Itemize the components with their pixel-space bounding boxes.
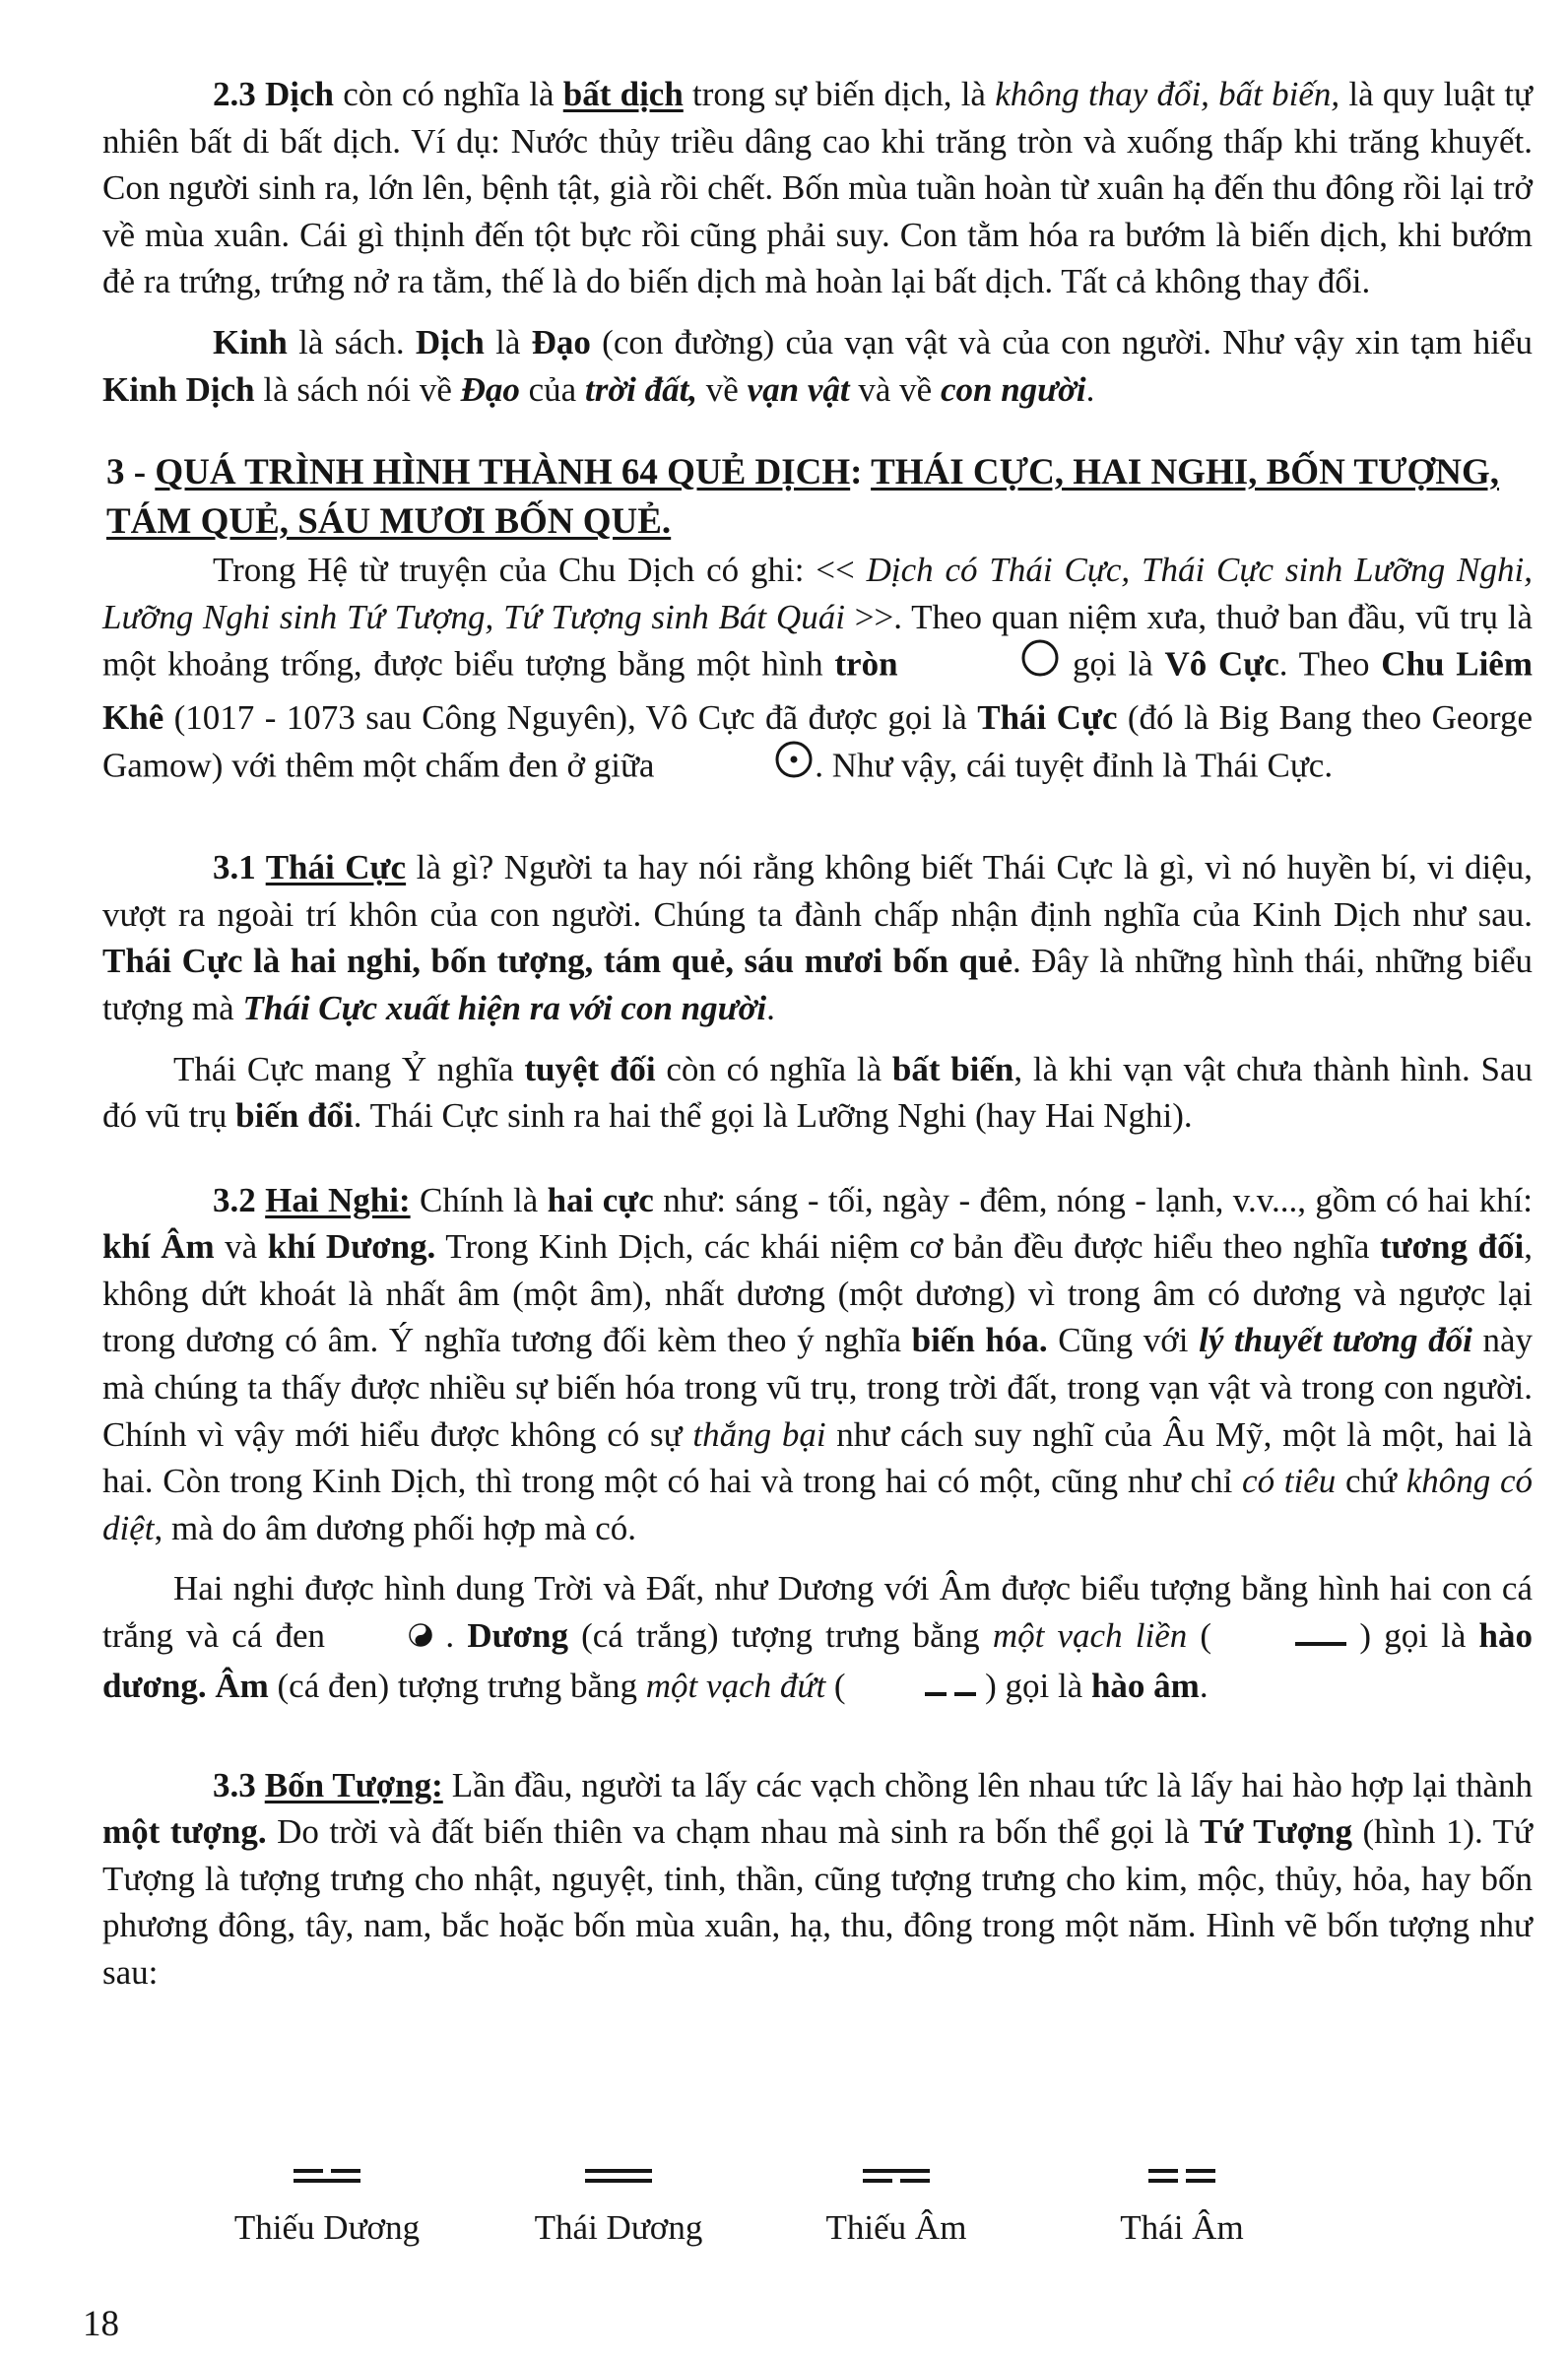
- section-heading: 3 - QUÁ TRÌNH HÌNH THÀNH 64 QUẺ DỊCH: THÁI CỰC, HAI NGHI, BỐN TƯỢNG, TÁM QUẺ, SÁU MƯƠI BỐN QUẺ.: [106, 452, 1500, 543]
- subsection-title-bon-tuong: Bốn Tượng:: [264, 1765, 443, 1804]
- figure-caption: Thiếu Âm: [825, 2208, 967, 2247]
- thai-duong-symbol-icon: [581, 2165, 656, 2187]
- paragraph-intro: Trong Hệ từ truyện của Chu Dịch có ghi: << Dịch có Thái Cực, Thái Cực sinh Lưỡng Nghi, Lưỡng Nghi sinh Tứ Tượng, Tứ Tượng sinh Bát Quái >>. Theo quan niệm xưa, thuở ban đầu, vũ trụ là một khoảng trống, được biểu tượng bằng một hình tròn gọi là Vô Cực. Theo Chu Liêm Khê (1017 - 1073 sau Công Nguyên), Vô Cực đã được gọi là Thái Cực (đó là Big Bang theo George Gamow) với thêm một chấm đen ở giữa . Như vậy, cái tuyệt đỉnh là Thái Cực.: [102, 547, 1533, 795]
- figure-thieu-duong: [219, 2165, 435, 2248]
- thieu-duong-symbol-icon: [290, 2165, 364, 2187]
- dotted-circle-icon: [663, 739, 815, 793]
- section-label: 2.3 Dịch: [213, 75, 334, 113]
- page-number: 18: [83, 2304, 119, 2344]
- subsection-title-hai-nghi: Hai Nghi:: [265, 1180, 411, 1219]
- paragraph-3-1b: Thái Cực mang Ỷ nghĩa tuyệt đối còn có nghĩa là bất biến, là khi vạn vật chưa thành hình. Sau đó vũ trụ biến đổi. Thái Cực sinh ra hai thể gọi là Lưỡng Nghi (hay Hai Nghi).: [102, 1049, 1534, 1136]
- broken-line-icon: [854, 1666, 976, 1713]
- figure-caption: Thiếu Dương: [233, 2208, 421, 2247]
- paragraph-2-3: 2.3 Dịch còn có nghĩa là bất dịch trong sự biến dịch, là không thay đổi, bất biến, là quy luật tự nhiên bất di bất dịch. Ví dụ: Nước thủy triều dâng cao khi trăng tròn và xuống thấp khi trăng khuyết. Con người sinh ra, lớn lên, bệnh tật, già rồi chết. Bốn mùa tuần hoàn từ xuân hạ đến thu đông rồi lại trở về mùa xuân. Cái gì thịnh đến tột bực rồi cũng phải suy. Con tằm hóa ra bướm là biến dịch, khi bướm đẻ ra trứng, trứng nở ra tằm, thế là do biến dịch mà hoàn lại bất dịch. Tất cả không thay đổi.: [102, 75, 1534, 301]
- subsection-title-thai-cuc: Thái Cực: [265, 848, 407, 887]
- solid-line-icon: [1224, 1615, 1346, 1663]
- empty-circle-icon: [909, 637, 1061, 691]
- thai-am-symbol-icon: [1144, 2165, 1219, 2187]
- paragraph-3-1: 3.1 Thái Cực là gì? Người ta hay nói rằng không biết Thái Cực là gì, vì nó huyền bí, vi diệu, vượt ra ngoài trí khôn của con người. Chúng ta đành chấp nhận định nghĩa của Kinh Dịch như sau. Thái Cực là hai nghi, bốn tượng, tám quẻ, sáu mươi bốn quẻ. Đây là những hình thái, những biểu tượng mà Thái Cực xuất hiện ra với con người.: [102, 848, 1533, 1027]
- figure-thai-duong: [510, 2165, 727, 2248]
- paragraph-kinh-dich: Kinh là sách. Dịch là Đạo (con đường) của vạn vật và của con người. Như vậy xin tạm hiểu Kinh Dịch là sách nói về Đạo của trời đất, về vạn vật và về con người.: [102, 322, 1534, 409]
- thieu-am-symbol-icon: [859, 2165, 934, 2187]
- figure-caption: Thái Dương: [534, 2208, 703, 2247]
- figure-caption: Thái Âm: [1120, 2208, 1244, 2247]
- figure-thieu-am: [788, 2165, 1005, 2248]
- term-bat-dich: bất dịch: [562, 75, 684, 113]
- paragraph-3-2: 3.2 Hai Nghi: Chính là hai cực như: sáng - tối, ngày - đêm, nóng - lạnh, v.v..., gồm có hai khí: khí Âm và khí Dương. Trong Kinh Dịch, các khái niệm cơ bản đều được hiểu theo nghĩa tương đối, không dứt khoát là nhất âm (một âm), nhất dương (một dương) vì trong âm có dương và ngược lại trong dương có âm. Ý nghĩa tương đối kèm theo ý nghĩa biến hóa. Cũng với lý thuyết tương đối này mà chúng ta thấy được nhiều sự biến hóa trong vũ trụ, trong trời đất, trong vạn vật và trong con người. Chính vì vậy mới hiểu được không có sự thắng bại như cách suy nghĩ của Âu Mỹ, một là một, hai là hai. Còn trong Kinh Dịch, thì trong một có hai và trong hai có một, cũng như chỉ có tiêu chứ không có diệt, mà do âm dương phối hợp mà có.: [102, 1180, 1534, 1547]
- four-images-figure: [0, 2165, 1568, 2293]
- figure-thai-am: [1074, 2165, 1290, 2248]
- paragraph-3-2b: Hai nghi được hình dung Trời và Đất, như Dương với Âm được biểu tượng bằng hình hai con cá trắng và cá đen . Dương (cá trắng) tượng trưng bằng một vạch liền ( ) gọi là hào dương. Âm (cá đen) tượng trưng bằng một vạch đứt ( ) gọi là hào âm.: [102, 1565, 1533, 1712]
- paragraph-3-3: 3.3 Bốn Tượng: Lần đầu, người ta lấy các vạch chồng lên nhau tức là lấy hai hào hợp lại thành một tượng. Do trời và đất biến thiên va chạm nhau mà sinh ra bốn thể gọi là Tứ Tượng (hình 1). Tứ Tượng là tượng trưng cho nhật, nguyệt, tinh, thần, cũng tượng trưng cho kim, mộc, thủy, hỏa, hay bốn phương đông, tây, nam, bắc hoặc bốn mùa xuân, hạ, thu, đông trong một năm. Hình vẽ bốn tượng như sau:: [102, 1765, 1534, 1992]
- yin-yang-icon: [338, 1612, 432, 1660]
